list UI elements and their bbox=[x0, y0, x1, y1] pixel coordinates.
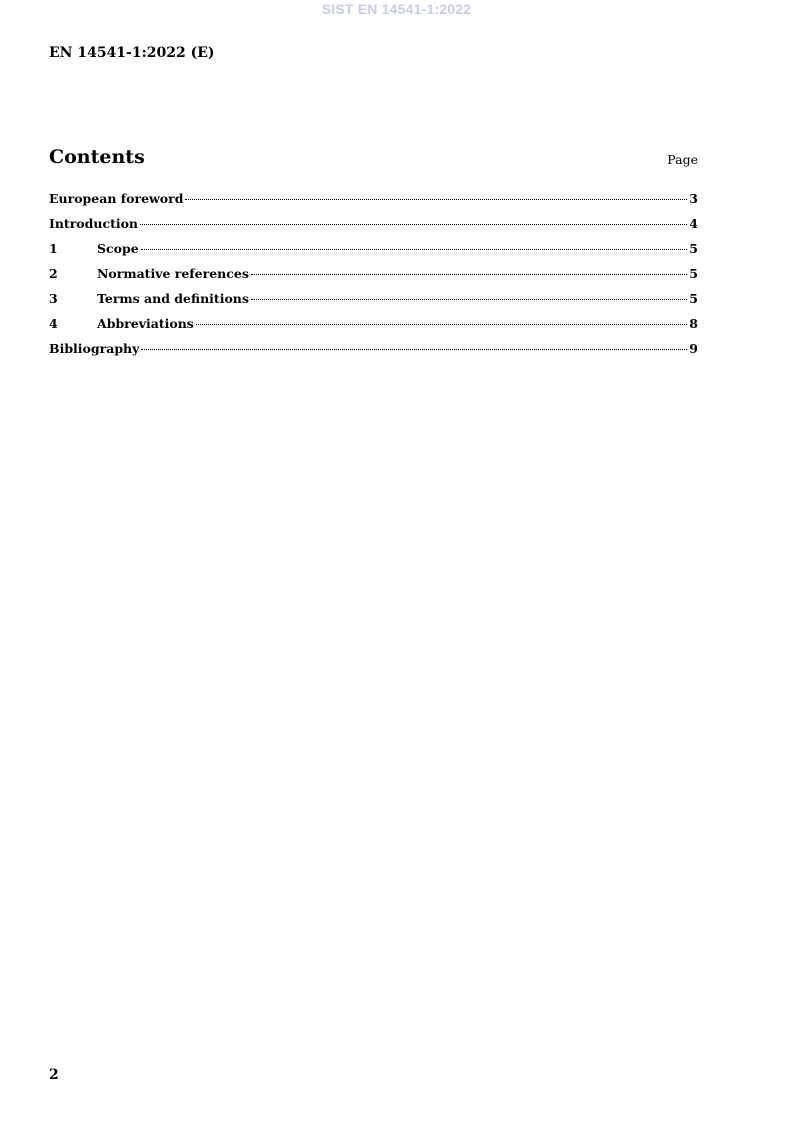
toc-item-page[interactable]: 5 bbox=[689, 291, 698, 306]
toc-item-page[interactable]: 9 bbox=[689, 341, 698, 356]
toc-item-introduction[interactable] bbox=[49, 216, 698, 241]
toc-leader-dots bbox=[196, 324, 687, 325]
toc-item-title[interactable]: Scope bbox=[97, 241, 139, 256]
toc-item-scope[interactable] bbox=[49, 241, 698, 266]
toc-item-page[interactable]: 8 bbox=[689, 316, 698, 331]
toc-leader-dots bbox=[140, 224, 687, 225]
toc-item-terms-and-definitions[interactable] bbox=[49, 291, 698, 316]
watermark: SIST EN 14541-1:2022 bbox=[321, 1, 472, 17]
toc-item-abbreviations[interactable] bbox=[49, 316, 698, 341]
contents-header bbox=[49, 146, 698, 174]
toc-item-number: 1 bbox=[49, 241, 58, 256]
page-number: 2 bbox=[49, 1067, 59, 1083]
toc-leader-dots bbox=[185, 199, 687, 200]
toc-item-normative-references[interactable] bbox=[49, 266, 698, 291]
toc-leader-dots bbox=[141, 249, 688, 250]
toc-item-title[interactable]: Introduction bbox=[49, 216, 139, 231]
toc-item-title[interactable]: Normative references bbox=[97, 266, 249, 281]
table-of-contents bbox=[49, 191, 698, 366]
toc-item-page[interactable]: 5 bbox=[689, 241, 698, 256]
toc-item-number: 3 bbox=[49, 291, 58, 306]
toc-item-page[interactable]: 5 bbox=[689, 266, 698, 281]
toc-leader-dots bbox=[251, 274, 687, 275]
toc-item-page[interactable]: 3 bbox=[689, 191, 698, 206]
toc-item-page[interactable]: 4 bbox=[689, 216, 698, 231]
page-column-label: Page bbox=[667, 152, 698, 167]
toc-item-european-foreword[interactable] bbox=[49, 191, 698, 216]
toc-item-title[interactable]: Bibliography bbox=[49, 341, 140, 356]
toc-item-title[interactable]: Abbreviations bbox=[97, 316, 194, 331]
toc-item-bibliography[interactable] bbox=[49, 341, 698, 366]
contents-title: Contents bbox=[49, 146, 145, 168]
toc-item-number: 4 bbox=[49, 316, 58, 331]
toc-leader-dots bbox=[251, 299, 687, 300]
toc-leader-dots bbox=[141, 349, 687, 350]
toc-item-number: 2 bbox=[49, 266, 58, 281]
toc-item-title[interactable]: European foreword bbox=[49, 191, 184, 206]
document-id: EN 14541-1:2022 (E) bbox=[49, 45, 215, 61]
toc-item-title[interactable]: Terms and definitions bbox=[97, 291, 249, 306]
